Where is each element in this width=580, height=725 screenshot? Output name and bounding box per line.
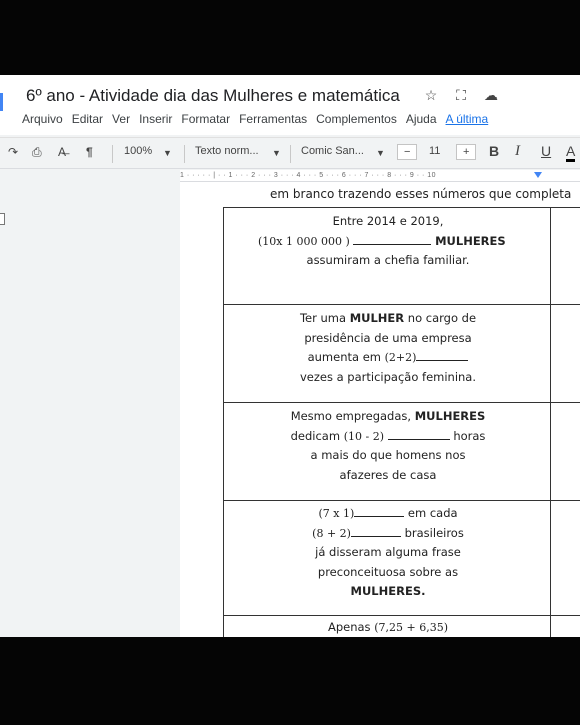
cell-text: em cada (407, 506, 458, 520)
video-letterbox-top (0, 0, 580, 75)
cell-text: a mais do que homens nos (310, 448, 466, 462)
cell-line (226, 582, 550, 602)
table-cell[interactable] (226, 309, 550, 387)
cell-line (226, 466, 550, 486)
table-border-middle (550, 207, 551, 637)
math-expression: (10 - 2) (343, 429, 384, 443)
indent-marker-icon[interactable] (534, 172, 542, 178)
keyword: MULHERES. (350, 584, 426, 598)
cell-line (226, 309, 550, 329)
outline-toggle-icon[interactable] (0, 213, 5, 225)
cell-line (226, 212, 550, 232)
table-cell[interactable] (226, 407, 550, 485)
cell-line (226, 543, 550, 563)
toolbar-divider (290, 145, 291, 163)
bold-button[interactable]: B (489, 143, 500, 159)
paragraph-style-select[interactable]: Texto norm... (195, 145, 259, 157)
cell-text: Ter uma (299, 311, 350, 325)
increase-font-size-button[interactable]: + (456, 144, 476, 160)
menu-complementos[interactable]: Complementos (316, 112, 397, 126)
paint-format-icon[interactable]: ¶ (86, 145, 93, 159)
cell-text: aumenta em (307, 350, 385, 364)
google-docs-window (0, 75, 580, 637)
title-actions (422, 87, 500, 104)
chevron-down-icon[interactable]: ▼ (272, 148, 281, 158)
cloud-status-icon[interactable]: ☁ (484, 87, 498, 103)
cell-text: Apenas (327, 620, 375, 634)
document-page[interactable] (180, 182, 580, 637)
cell-text: preconceituosa sobre as (317, 564, 459, 579)
cell-line (226, 368, 550, 388)
keyword: MULHERES (414, 409, 486, 423)
answer-blank[interactable] (416, 350, 468, 361)
chevron-down-icon[interactable]: ▼ (376, 148, 385, 158)
cell-text: afazeres de casa (339, 467, 437, 482)
cell-text: dedicam (290, 428, 344, 443)
toolbar (0, 137, 580, 169)
table-row-divider (223, 500, 580, 501)
print-icon[interactable]: ⎙ (32, 145, 42, 159)
cell-text: no cargo de (404, 311, 477, 325)
toolbar-divider (184, 145, 185, 163)
table-border-left (223, 207, 224, 637)
menu-bar (22, 112, 497, 126)
menu-ferramentas[interactable]: Ferramentas (239, 112, 308, 126)
underline-button[interactable]: U (541, 143, 552, 159)
math-expression: (7,25 + 6,35) (374, 621, 448, 634)
table-row-divider (223, 402, 580, 403)
cell-line (226, 524, 550, 544)
text-color-button[interactable]: A (566, 143, 575, 162)
cell-text: presidência de uma empresa (304, 330, 472, 345)
menu-formatar[interactable]: Formatar (181, 112, 231, 126)
cell-line (226, 427, 550, 447)
cell-line (226, 407, 550, 427)
table-cell[interactable] (226, 212, 550, 271)
table-row-divider (223, 615, 580, 616)
cell-text: já disseram alguma frase (315, 545, 461, 559)
cell-line (226, 348, 550, 368)
last-edit-link[interactable]: A última (445, 112, 489, 126)
table-cell[interactable] (226, 504, 550, 602)
cell-text: assumiram a chefia familiar. (306, 253, 470, 267)
spellcheck-icon[interactable]: A̶ (58, 145, 67, 159)
ruler-ticks: 1 · · · · · | · · 1 · · · 2 · · · 3 · · · 4 · · · 5 · · · 6 · · · 7 · · · 8 · · · 9 · · 10 (180, 172, 437, 179)
menu-ver[interactable]: Ver (112, 112, 131, 126)
table-border-top (223, 207, 580, 208)
cell-line (226, 232, 550, 252)
menu-inserir[interactable]: Inserir (139, 112, 173, 126)
menu-ajuda[interactable]: Ajuda (405, 112, 437, 126)
zoom-select[interactable]: 100% (124, 145, 153, 157)
table-row-divider (223, 304, 580, 305)
italic-button[interactable]: I (515, 143, 520, 159)
math-expression: (10x 1 000 000 ) (258, 234, 350, 248)
font-family-select[interactable]: Comic San... (301, 145, 364, 157)
docs-logo-edge (0, 93, 3, 111)
cell-line (226, 563, 550, 583)
menu-arquivo[interactable]: Arquivo (22, 112, 63, 126)
move-to-folder-icon[interactable]: ⛶ (456, 87, 466, 103)
star-icon[interactable]: ☆ (424, 87, 438, 103)
title-bar (0, 75, 580, 135)
keyword: MULHERES (435, 233, 506, 248)
menu-editar[interactable]: Editar (71, 112, 104, 126)
cell-text: brasileiros (404, 525, 464, 540)
math-expression: (7 x 1) (318, 507, 355, 520)
math-expression: (2+2) (384, 351, 417, 364)
toolbar-divider (112, 145, 113, 163)
cell-line (226, 251, 550, 271)
cell-line (226, 329, 550, 349)
cell-line (226, 504, 550, 524)
document-outline-panel (0, 182, 180, 637)
cell-text: vezes a participação feminina. (299, 369, 477, 384)
cell-line (226, 618, 550, 637)
answer-blank[interactable] (353, 234, 431, 245)
answer-blank[interactable] (354, 506, 404, 517)
chevron-down-icon[interactable]: ▼ (163, 148, 172, 158)
cell-line (226, 446, 550, 466)
decrease-font-size-button[interactable]: − (397, 144, 417, 160)
answer-blank[interactable] (351, 526, 401, 537)
video-letterbox-bottom (0, 637, 580, 725)
keyword: MULHER (349, 311, 405, 325)
cell-text: Mesmo empregadas, (290, 409, 415, 423)
redo-icon[interactable]: ↷ (8, 145, 19, 159)
table-cell[interactable] (226, 618, 550, 637)
document-title[interactable]: 6º ano - Atividade dia das Mulheres e matemática (26, 86, 400, 105)
answer-blank[interactable] (388, 429, 450, 440)
horizontal-ruler[interactable] (180, 170, 580, 182)
intro-text: em branco trazendo esses números que completa (270, 187, 572, 201)
font-size-input[interactable]: 11 (429, 145, 441, 157)
math-expression: (8 + 2) (312, 526, 351, 540)
cell-text: horas (453, 428, 486, 443)
cell-text: Entre 2014 e 2019, (332, 214, 444, 228)
